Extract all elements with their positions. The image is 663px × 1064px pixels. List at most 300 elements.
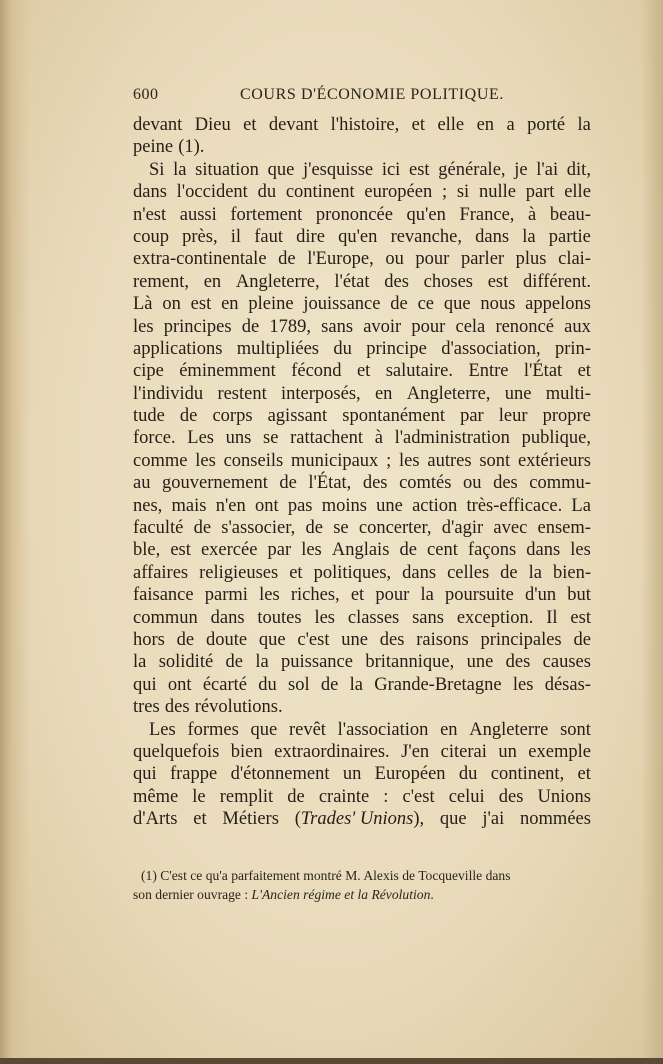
word: un xyxy=(342,764,362,785)
page-edge-shadow xyxy=(641,0,663,1064)
word: causes xyxy=(542,652,591,673)
word: est xyxy=(409,159,430,180)
footnote-title-italic: L'Ancien régime xyxy=(251,887,341,902)
word: dans xyxy=(402,562,437,583)
word: et xyxy=(577,764,591,785)
word: l'histoire, xyxy=(330,115,400,135)
word: Angleterre xyxy=(469,719,549,740)
word: devant xyxy=(268,115,319,135)
word: ou xyxy=(385,249,404,270)
word: des xyxy=(498,786,524,807)
word: l'état xyxy=(334,271,370,292)
word: ; xyxy=(441,182,448,203)
word: aux xyxy=(564,316,591,337)
word: et xyxy=(193,809,207,830)
word: l'administration xyxy=(394,428,510,449)
word: et xyxy=(577,361,591,382)
word: par xyxy=(267,540,292,561)
word: de xyxy=(176,629,195,650)
word: exercée xyxy=(200,540,258,561)
word: c'est xyxy=(297,629,330,650)
word: l'occident xyxy=(176,182,248,203)
word: sont xyxy=(560,719,591,740)
text-line xyxy=(133,696,591,718)
word: doute xyxy=(205,629,248,650)
word: des xyxy=(362,473,388,494)
word: Les xyxy=(187,428,214,449)
word: plus xyxy=(515,249,547,270)
word: que xyxy=(267,159,295,180)
word: qui xyxy=(133,674,157,695)
word: appelons xyxy=(525,294,591,315)
word: est xyxy=(487,271,509,292)
word: n'en xyxy=(215,495,246,516)
word: de xyxy=(179,406,198,427)
text-line xyxy=(133,674,591,696)
text-line xyxy=(133,584,591,606)
word: celui xyxy=(448,786,485,807)
word: part xyxy=(525,182,555,203)
word: cent xyxy=(427,540,458,561)
word: est xyxy=(570,607,591,628)
word: avoir xyxy=(363,316,402,337)
text-line xyxy=(133,607,591,629)
word: dire xyxy=(296,226,325,247)
word: revanche, xyxy=(390,226,462,247)
word: nes, xyxy=(133,495,163,516)
word: affaires xyxy=(133,562,189,583)
word: révolutions. xyxy=(194,697,283,718)
text-line xyxy=(133,271,591,293)
word: très-efficace. xyxy=(466,495,563,516)
word: des xyxy=(379,629,405,650)
text-line xyxy=(133,517,591,539)
word: remplit xyxy=(219,786,274,807)
word: dans xyxy=(526,540,561,561)
word: dans xyxy=(210,607,245,628)
word: parler xyxy=(460,249,505,270)
word: prononcée xyxy=(315,204,393,225)
text-line xyxy=(133,629,591,651)
word: j'esquisse xyxy=(303,159,374,180)
word: à xyxy=(374,428,383,449)
word: il xyxy=(230,226,242,247)
word: comtés xyxy=(399,473,452,494)
word: qu'en xyxy=(406,204,446,225)
word: d'agir xyxy=(441,518,484,539)
word: Dieu xyxy=(194,115,231,135)
word: autres xyxy=(427,450,472,471)
word: de xyxy=(287,786,305,807)
word: porté xyxy=(527,115,566,135)
word: en xyxy=(203,271,222,292)
word: se xyxy=(333,518,349,539)
running-title: COURS D'ÉCONOMIE POLITIQUE. xyxy=(240,86,504,103)
text-line xyxy=(133,248,591,270)
text-line xyxy=(133,786,591,808)
word: ble, xyxy=(133,540,161,561)
word: mais xyxy=(171,495,207,516)
word: Grande-Bretagne xyxy=(374,674,502,695)
word: France, xyxy=(459,204,515,225)
text-line xyxy=(133,204,591,226)
word: citerai xyxy=(440,741,487,762)
word: raisons xyxy=(416,629,469,650)
word: l'État, xyxy=(308,473,352,494)
word: est xyxy=(170,540,191,561)
word: désas- xyxy=(544,674,591,695)
word: multi- xyxy=(545,383,591,404)
word: écarté xyxy=(202,674,247,695)
text-line xyxy=(133,539,591,561)
word: près, xyxy=(182,226,218,247)
word: d'étonnement xyxy=(230,764,330,785)
word: qui xyxy=(133,764,157,785)
word: J'en xyxy=(401,741,430,762)
word: d'Arts xyxy=(133,809,178,830)
word: faculté xyxy=(133,518,184,539)
word: différent. xyxy=(522,271,591,292)
word: s'associer, xyxy=(221,518,296,539)
word: (1). xyxy=(178,137,205,158)
word: la xyxy=(420,585,434,606)
word: britannique, xyxy=(365,652,455,673)
word: solidité xyxy=(158,652,214,673)
word: en xyxy=(374,383,393,404)
footnote-text: son dernier ouvrage : xyxy=(133,887,252,902)
footnote xyxy=(133,866,591,904)
word: conseils xyxy=(223,450,284,471)
word: uns xyxy=(225,428,252,449)
word: faut xyxy=(254,226,283,247)
word: toutes xyxy=(257,607,302,628)
word: continent xyxy=(285,182,355,203)
word: but xyxy=(567,585,591,606)
word: du xyxy=(458,764,478,785)
word: Les xyxy=(149,719,176,740)
word: : xyxy=(383,786,389,807)
word: cela xyxy=(455,316,486,337)
word: de xyxy=(390,294,408,315)
word: propre xyxy=(542,406,591,427)
word: les xyxy=(399,450,420,471)
word: et xyxy=(411,115,426,135)
text-line xyxy=(133,338,591,360)
word: moins xyxy=(321,495,367,516)
word: une xyxy=(376,495,403,516)
word: les xyxy=(301,540,322,561)
footnote-text: (1) C'est ce qu'a parfaitement montré M. Alexis de Tocqueville dans xyxy=(141,868,511,883)
word: de xyxy=(279,473,297,494)
word: elle xyxy=(437,115,465,135)
word: action xyxy=(412,495,458,516)
word: jouissance xyxy=(303,294,381,315)
page-number: 600 xyxy=(133,86,159,103)
word: pour xyxy=(375,585,410,606)
word: éminemment xyxy=(179,361,276,382)
word: agissant xyxy=(267,406,328,427)
text-line xyxy=(133,159,591,181)
word: extraordinaires. xyxy=(274,741,390,762)
footnote-title-italic: la Révolution xyxy=(357,887,431,902)
word: dans xyxy=(133,182,167,203)
italic-term: Trades' Unions xyxy=(300,809,414,830)
word: extra-continentale xyxy=(133,249,267,270)
text-line xyxy=(133,427,591,449)
word: des xyxy=(164,697,190,718)
text-line xyxy=(133,472,591,494)
word: leur xyxy=(498,406,528,427)
word: que xyxy=(250,719,278,740)
word: choses xyxy=(423,271,473,292)
word: Unions xyxy=(537,786,591,807)
word: qu'en xyxy=(338,226,378,247)
word: pour xyxy=(415,249,450,270)
word: se xyxy=(263,428,279,449)
text-line xyxy=(133,450,591,472)
word: rattachent xyxy=(290,428,364,449)
word: la xyxy=(255,652,269,673)
word: le xyxy=(192,786,206,807)
word: clai- xyxy=(558,249,591,270)
text-line xyxy=(133,741,591,763)
word: sol xyxy=(288,674,310,695)
word: tude xyxy=(133,406,165,427)
word: les xyxy=(314,607,336,628)
text-line xyxy=(133,719,591,741)
word: nous xyxy=(480,294,516,315)
text-line xyxy=(133,495,591,517)
word: Métiers xyxy=(222,809,279,830)
word: au xyxy=(133,473,151,494)
word: spontanément xyxy=(342,406,446,427)
running-head xyxy=(133,86,593,110)
word: devant xyxy=(133,115,183,135)
word: de xyxy=(193,518,212,539)
word: revêt xyxy=(288,719,326,740)
word: d'association, xyxy=(441,338,541,359)
word: publique, xyxy=(521,428,591,449)
word: on xyxy=(162,294,181,315)
word: concerter, xyxy=(358,518,432,539)
word: sans xyxy=(321,316,354,337)
word: n'est xyxy=(133,204,167,225)
word: de xyxy=(225,652,243,673)
word: gouvernement xyxy=(162,473,268,494)
word: coup xyxy=(133,226,169,247)
word: l'État xyxy=(523,361,563,382)
word: les xyxy=(259,585,280,606)
word: continent, xyxy=(490,764,565,785)
word: principales xyxy=(480,629,562,650)
word: de xyxy=(305,518,323,539)
word: poursuite xyxy=(444,585,514,606)
word: puissance xyxy=(281,652,353,673)
word: cipe xyxy=(133,361,164,382)
word: politiques, xyxy=(313,562,392,583)
word: une xyxy=(466,652,494,673)
word: du xyxy=(257,182,277,203)
text-line xyxy=(133,360,591,382)
word: les xyxy=(195,450,216,471)
word: ; xyxy=(386,450,392,471)
word: crainte xyxy=(318,786,370,807)
word: les xyxy=(512,674,534,695)
word: bien xyxy=(230,741,263,762)
word: en xyxy=(476,115,495,135)
word: nulle xyxy=(478,182,516,203)
word: rement, xyxy=(133,271,189,292)
word: des xyxy=(384,271,409,292)
word: par xyxy=(460,406,484,427)
word: et xyxy=(356,361,371,382)
word: c'est xyxy=(402,786,435,807)
word: est xyxy=(190,294,212,315)
word: force. xyxy=(133,428,176,449)
word: formes xyxy=(187,719,239,740)
word: sont xyxy=(479,450,511,471)
word: que xyxy=(439,809,467,830)
word: parmi xyxy=(204,585,248,606)
footnote-text: et xyxy=(340,887,358,902)
word: Anglais xyxy=(331,540,390,561)
word: que xyxy=(258,629,286,650)
word: Angleterre, xyxy=(406,383,491,404)
word: ont xyxy=(254,495,279,516)
word: en xyxy=(221,294,239,315)
word: des xyxy=(493,473,518,494)
word: pour xyxy=(411,316,446,337)
word: la xyxy=(349,674,363,695)
word: l'association xyxy=(337,719,429,740)
word: commun xyxy=(133,607,198,628)
word: riches, xyxy=(290,585,340,606)
word: à xyxy=(528,204,537,225)
text-line xyxy=(133,562,591,584)
word: la xyxy=(133,652,147,673)
word: exemple xyxy=(528,741,591,762)
word: dit, xyxy=(566,159,591,180)
text-line xyxy=(133,114,591,136)
word: ce xyxy=(417,294,435,315)
word: les xyxy=(133,316,154,337)
word: sans xyxy=(412,607,444,628)
word: prin- xyxy=(554,338,591,359)
word: une xyxy=(341,629,368,650)
word: ensem- xyxy=(537,518,591,539)
word: Européen xyxy=(374,764,446,785)
word: Il xyxy=(546,607,558,628)
page-bottom-edge xyxy=(0,1058,663,1064)
word: frappe xyxy=(169,764,218,785)
word: dans xyxy=(475,226,510,247)
word: comme xyxy=(133,450,188,471)
footnote-line xyxy=(133,866,591,885)
word: ont xyxy=(167,674,192,695)
word: classes xyxy=(347,607,400,628)
body-text xyxy=(133,114,591,831)
word: religieuses xyxy=(199,562,279,583)
word: je xyxy=(514,159,528,180)
word: bien- xyxy=(552,562,591,583)
footnote-line xyxy=(133,885,591,904)
word: corps xyxy=(212,406,253,427)
page-gutter-shadow xyxy=(0,0,30,1064)
word: même xyxy=(133,786,179,807)
text-line xyxy=(133,136,591,158)
text-line xyxy=(133,405,591,427)
word: et xyxy=(289,562,303,583)
word: interposés, xyxy=(281,383,361,404)
word: hors xyxy=(133,629,165,650)
word: ou xyxy=(463,473,482,494)
word: d'un xyxy=(525,585,557,606)
word: Entre xyxy=(468,361,509,382)
text-line xyxy=(133,651,591,673)
word: applications xyxy=(133,338,223,359)
text-line xyxy=(133,181,591,203)
word: la xyxy=(173,159,187,180)
word: l'individu xyxy=(133,383,204,404)
word: façons xyxy=(467,540,517,561)
word: beau- xyxy=(549,204,591,225)
word: Là xyxy=(133,294,153,315)
word: fortement xyxy=(230,204,303,225)
word: principes xyxy=(163,316,232,337)
word: du xyxy=(258,674,277,695)
word: salutaire. xyxy=(385,361,454,382)
word: extérieurs xyxy=(517,450,591,471)
word: les xyxy=(570,540,591,561)
footnote-text: . xyxy=(430,887,434,902)
text-line xyxy=(133,316,591,338)
word: (Trades' Unions), xyxy=(294,809,425,830)
word: l'Europe, xyxy=(307,249,374,270)
word: de xyxy=(500,562,518,583)
word: 1789, xyxy=(269,316,311,337)
word: de xyxy=(278,249,296,270)
word: pas xyxy=(287,495,313,516)
word: quelquefois xyxy=(133,741,220,762)
word: générale, xyxy=(438,159,506,180)
word: pleine xyxy=(248,294,294,315)
text-line xyxy=(133,763,591,785)
text-line xyxy=(133,226,591,248)
word: partie xyxy=(548,226,591,247)
word: que xyxy=(443,294,471,315)
word: Angleterre, xyxy=(235,271,320,292)
word: commu- xyxy=(529,473,591,494)
word: la xyxy=(522,226,536,247)
word: fécond xyxy=(291,361,342,382)
text-line xyxy=(133,383,591,405)
word: elle xyxy=(564,182,591,203)
word: un xyxy=(498,741,517,762)
word: aussi xyxy=(179,204,217,225)
word: de xyxy=(399,540,417,561)
word: de xyxy=(573,629,591,650)
word: faisance xyxy=(133,585,194,606)
word: municipaux xyxy=(290,450,379,471)
word: la xyxy=(528,562,542,583)
word: a xyxy=(506,115,515,135)
word: la xyxy=(577,115,591,135)
word: de xyxy=(320,674,339,695)
word: exception. xyxy=(456,607,534,628)
word: en xyxy=(440,719,458,740)
text-line xyxy=(133,293,591,315)
word: de xyxy=(241,316,260,337)
